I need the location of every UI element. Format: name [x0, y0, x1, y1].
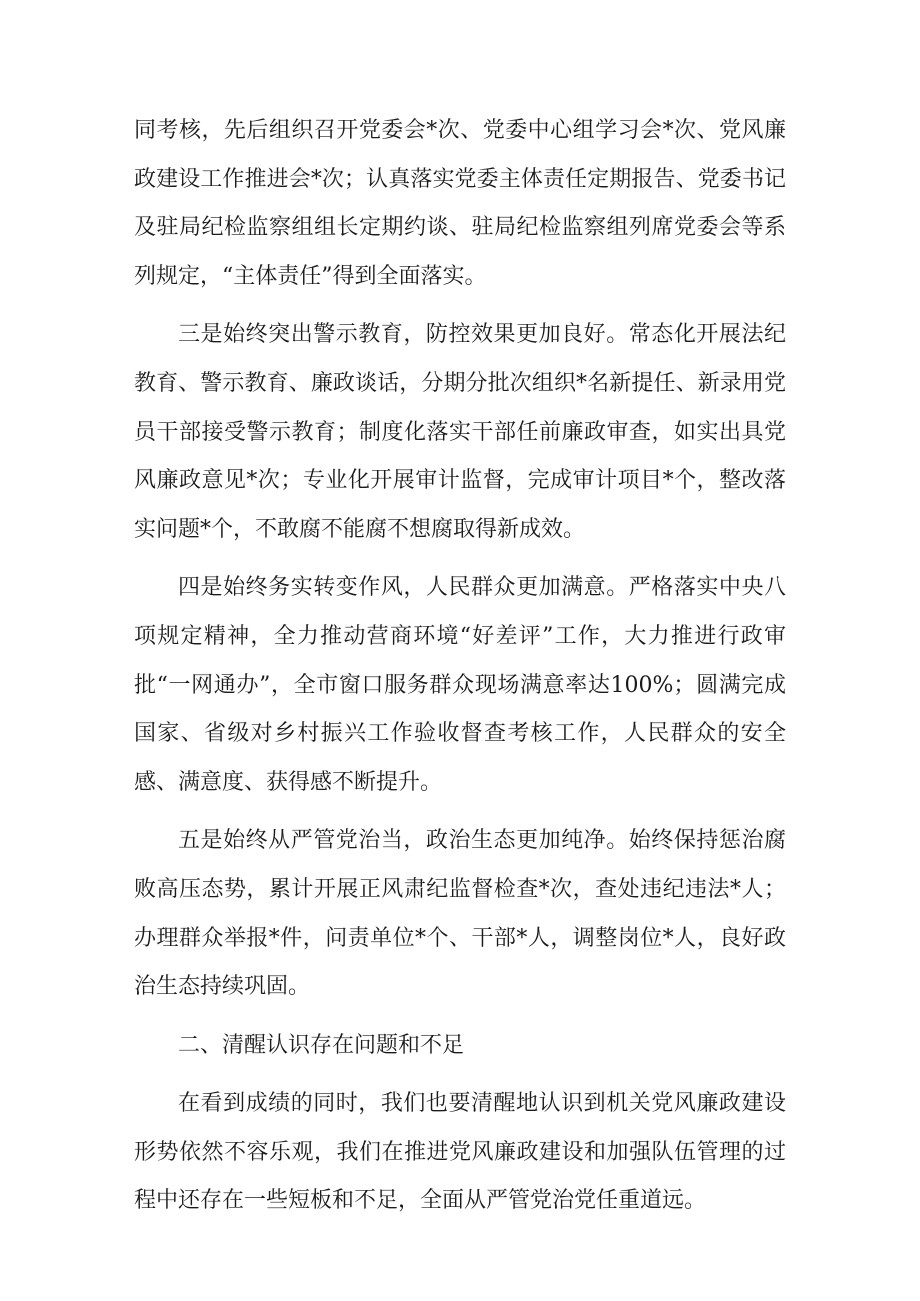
section-heading: 二、清醒认识存在问题和不足 — [178, 1032, 465, 1058]
document-body — [134, 107, 786, 1236]
paragraph-problems-shortcomings: 在看到成绩的同时，我们也要清醒地认识到机关党风廉政建设形势依然不容乐观，我们在推进党风廉政建设和加强队伍管理的过程中还存在一些短板和不足，全面从严管党治党任重道远。 — [134, 1091, 786, 1214]
paragraph-strict-governance: 五是始终从严管党治当，政治生态更加纯净。始终保持惩治腐败高压态势，累计开展正风肃纪监督检查*次，查处违纪违法*人；办理群众举报*件，问责单位*个、干部*人，调整岗位*人，良好政治生态持续巩固。 — [134, 828, 786, 1000]
paragraph-work-style: 四是始终务实转变作风，人民群众更加满意。严格落实中央八项规定精神，全力推动营商环境“好差评”工作，大力推进行政审批“一网通办”，全市窗口服务群众现场满意率达100%；圆满完成国家、省级对乡村振兴工作验收督查考核工作，人民群众的安全感、满意度、获得感不断提升。 — [134, 575, 786, 795]
paragraph-assessment-continuation: 同考核，先后组织召开党委会*次、党委中心组学习会*次、党风廉政建设工作推进会*次；认真落实党委主体责任定期报告、党委书记及驻局纪检监察组组长定期约谈、驻局纪检监察组列席党委会等系列规定，“主体责任”得到全面落实。 — [134, 118, 786, 289]
paragraph-warning-education: 三是始终突出警示教育，防控效果更加良好。常态化开展法纪教育、警示教育、廉政谈话，分期分批次组织*名新提任、新录用党员干部接受警示教育；制度化落实干部任前廉政审查，如实出具党风廉政意见*次；专业化开展审计监督，完成审计项目*个，整改落实问题*个，不敢腐不能腐不想腐取得新成效。 — [134, 322, 786, 542]
